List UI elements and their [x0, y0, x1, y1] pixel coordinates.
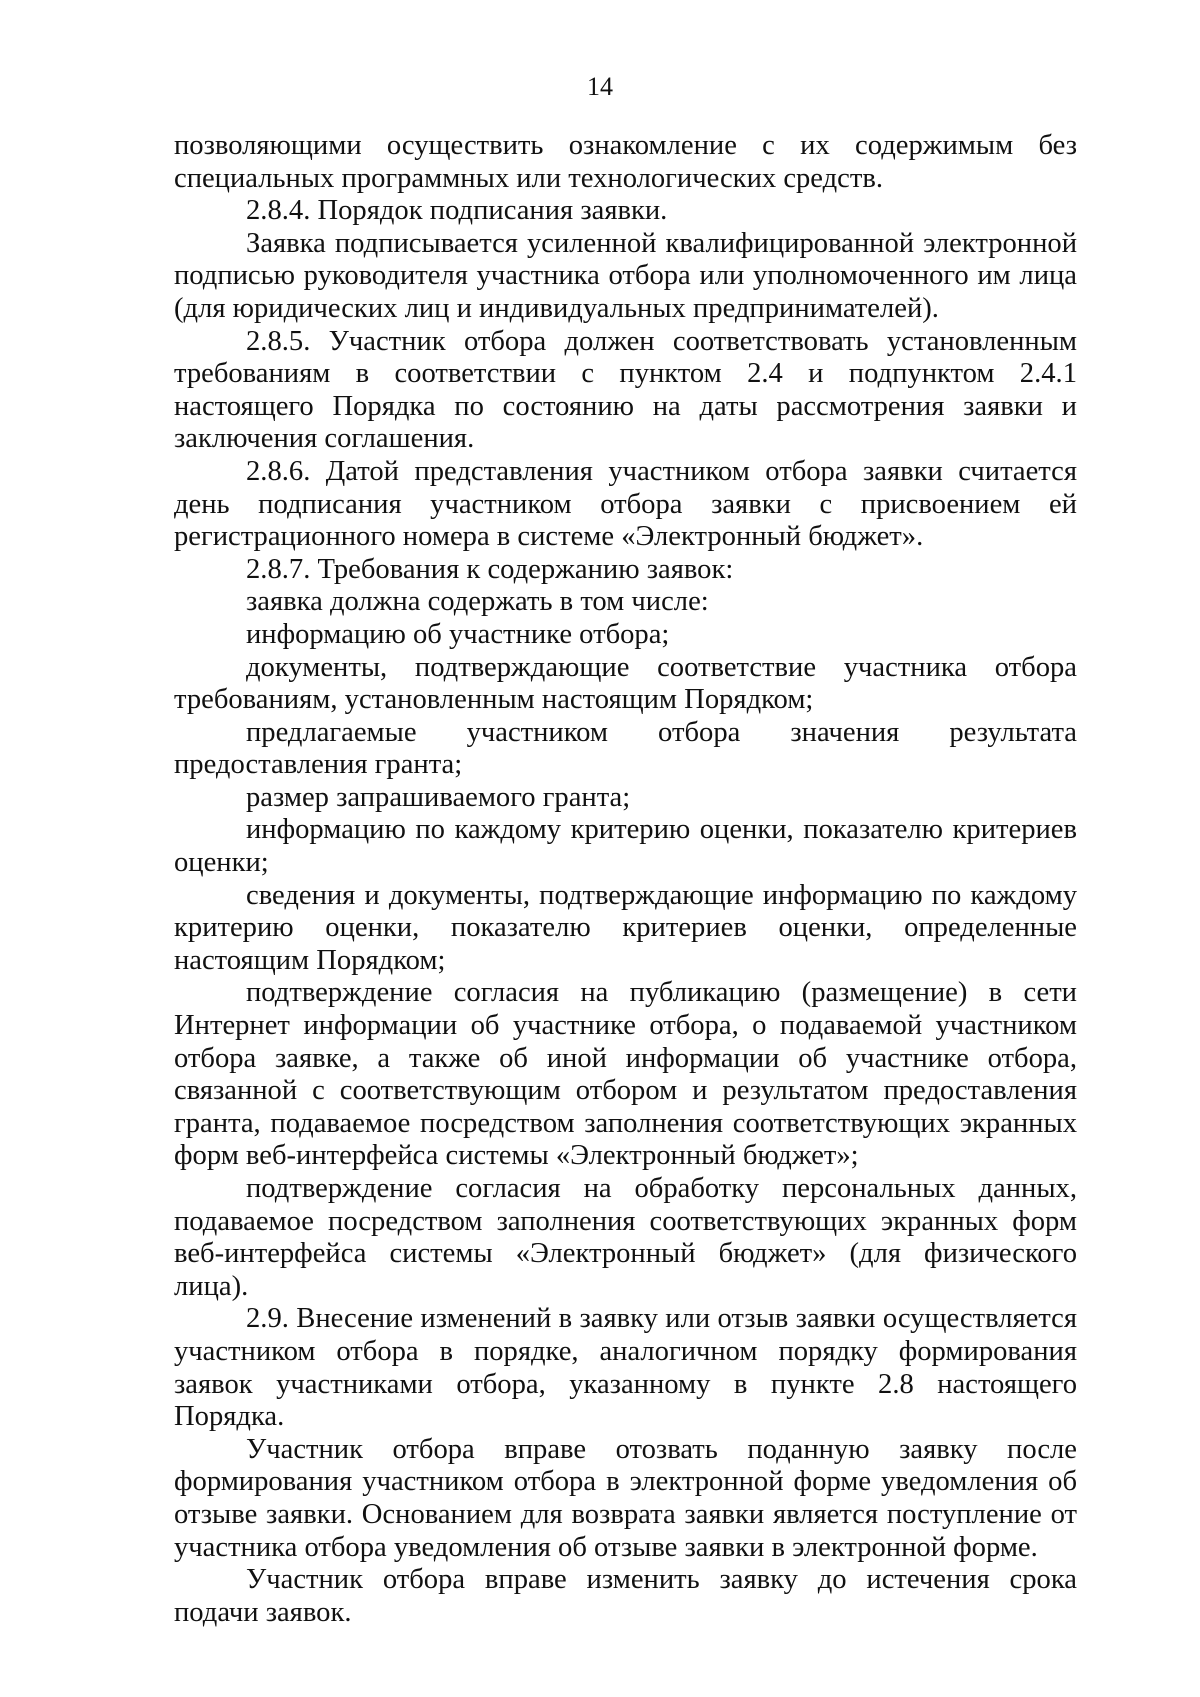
- paragraph-continuation: позволяющими осуществить ознакомление с их содержимым без специальных программных или технологических средств.: [174, 130, 1077, 194]
- list-item: информацию по каждому критерию оценки, показателю критериев оценки;: [174, 814, 1077, 879]
- paragraph-2-8-4-heading: 2.8.4. Порядок подписания заявки.: [246, 195, 668, 227]
- paragraph-change: Участник отбора вправе изменить заявку до истечения срока подачи заявок.: [174, 1564, 1077, 1628]
- list-intro: заявка должна содержать в том числе:: [246, 586, 709, 618]
- list-item: подтверждение согласия на публикацию (размещение) в сети Интернет информации об участнике отбора, о подаваемой участником отбора заявке, а также об иной информации об участнике отбора, связанной с соответствующим отбором и результатом предоставления гранта, подаваемое посредством заполнения соответствующих экранных форм веб-интерфейса системы «Электронный бюджет»;: [174, 977, 1077, 1172]
- paragraph-2-8-5: 2.8.5. Участник отбора должен соответствовать установленным требованиям в соответствии с пунктом 2.4 и подпунктом 2.4.1 настоящего Порядка по состоянию на даты рассмотрения заявки и заключения соглашения.: [174, 325, 1077, 455]
- paragraph-2-8-7-heading: 2.8.7. Требования к содержанию заявок:: [246, 553, 734, 585]
- list-item: подтверждение согласия на обработку персональных данных, подаваемое посредством заполнения соответствующих экранных форм веб-интерфейса системы «Электронный бюджет» (для физического лица).: [174, 1173, 1077, 1302]
- list-item: сведения и документы, подтверждающие информацию по каждому критерию оценки, показателю критериев оценки, определенные настоящим Порядком;: [174, 879, 1077, 976]
- list-item: документы, подтверждающие соответствие участника отбора требованиям, установленным настоящим Порядком;: [174, 651, 1077, 716]
- list-item: информацию об участнике отбора;: [246, 618, 670, 650]
- list-item: предлагаемые участником отбора значения результата предоставления гранта;: [174, 716, 1077, 781]
- paragraph-2-8-6: 2.8.6. Датой представления участником отбора заявки считается день подписания участником отбора заявки с присвоением ей регистрационного номера в системе «Электронный бюджет».: [174, 455, 1077, 553]
- page-number: 14: [587, 72, 613, 101]
- paragraph-signature: Заявка подписывается усиленной квалифицированной электронной подписью руководителя участника отбора или уполномоченного им лица (для юридических лиц и индивидуальных предпринимателей).: [174, 227, 1077, 324]
- document-body: [174, 130, 1077, 1629]
- paragraph-2-9: 2.9. Внесение изменений в заявку или отзыв заявки осуществляется участником отбора в порядке, аналогичном порядку формирования заявок участниками отбора, указанному в пункте 2.8 настоящего Порядка.: [174, 1303, 1077, 1433]
- paragraph-withdrawal: Участник отбора вправе отозвать поданную заявку после формирования участником отбора в электронной форме уведомления об отзыве заявки. Основанием для возврата заявки является поступление от участника отбора уведомления об отзыве заявки в электронной форме.: [174, 1433, 1077, 1563]
- list-item: размер запрашиваемого гранта;: [246, 781, 631, 813]
